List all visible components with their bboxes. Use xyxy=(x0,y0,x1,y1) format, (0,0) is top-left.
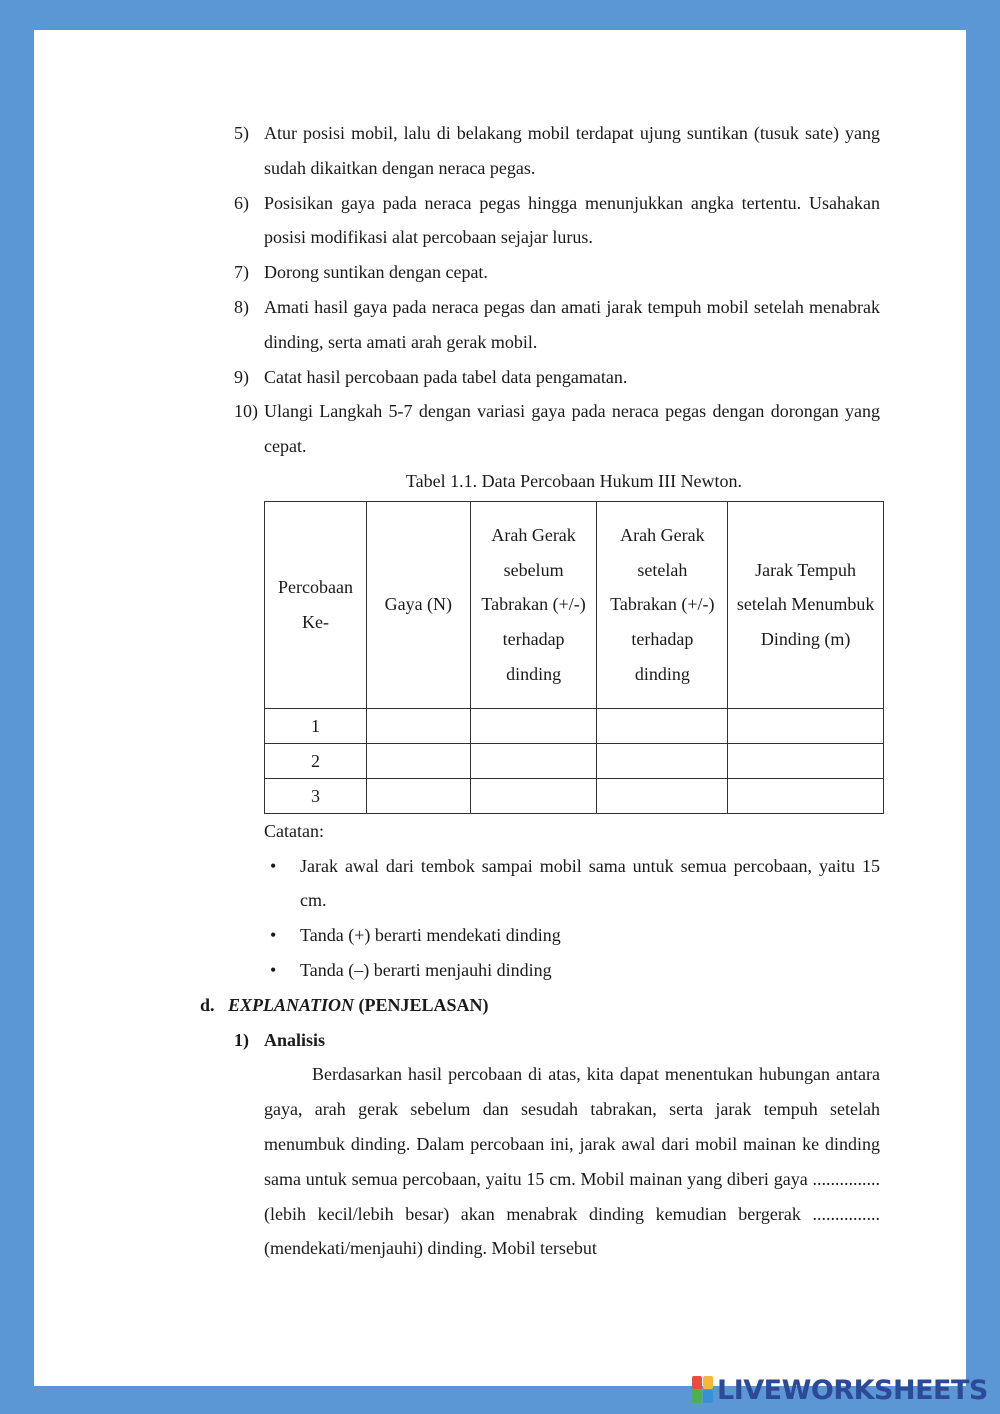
direction-before-input-cell[interactable] xyxy=(470,708,597,743)
step-item xyxy=(200,290,880,360)
note-text: Tanda (+) berarti mendekati dinding xyxy=(300,925,561,946)
observation-table xyxy=(264,501,884,814)
table-caption: Tabel 1.1. Data Percobaan Hukum III Newton. xyxy=(405,470,743,491)
header-direction-before: Arah Gerak sebelum Tabrakan (+/-) terhadap dinding xyxy=(470,501,597,708)
analysis-paragraph: Berdasarkan hasil percobaan di atas, kita dapat menentukan hubungan antara gaya, arah gerak sebelum dan sesudah tabrakan, serta jarak tempuh setelah menumbuk dinding. Dalam percobaan ini, jarak awal dari mobil mainan ke dinding sama untuk semua percobaan, yaitu 15 cm. Mobil mainan yang diberi gaya ............... (lebih kecil/lebih besar) akan menabrak dinding kemudian bergerak ............... (mendekati/menjauhi) dinding. Mobil tersebut xyxy=(264,1064,880,1259)
step-number: 5) xyxy=(234,123,249,143)
table-row xyxy=(265,708,884,743)
step-number: 8) xyxy=(234,296,249,317)
note-item xyxy=(200,918,880,953)
bullet-icon: • xyxy=(270,925,277,946)
step-text: Ulangi Langkah 5-7 dengan variasi gaya pada neraca pegas dengan dorongan yang cepat. xyxy=(264,401,880,457)
direction-before-input-cell[interactable] xyxy=(470,778,597,813)
step-number: 7) xyxy=(234,262,249,283)
table-row xyxy=(265,743,884,778)
step-item xyxy=(200,116,880,186)
logo-text: LIVEWORKSHEETS xyxy=(717,1374,988,1406)
subsection-heading xyxy=(200,1023,880,1058)
liveworksheets-logo xyxy=(692,1372,988,1408)
force-input-cell[interactable] xyxy=(366,708,470,743)
note-item xyxy=(200,953,880,988)
worksheet-content xyxy=(200,116,880,1266)
note-text: Jarak awal dari tembok sampai mobil sama untuk semua percobaan, yaitu 15 cm. xyxy=(300,855,880,911)
header-trial-number: Percobaan Ke- xyxy=(265,501,367,708)
direction-after-input-cell[interactable] xyxy=(597,708,728,743)
step-number: 9) xyxy=(234,366,249,387)
step-item xyxy=(200,394,880,464)
distance-input-cell[interactable] xyxy=(728,778,884,813)
trial-number-cell: 3 xyxy=(265,778,367,813)
bullet-icon: • xyxy=(270,855,277,876)
step-item xyxy=(200,360,880,395)
direction-after-input-cell[interactable] xyxy=(597,778,728,813)
note-item xyxy=(200,849,880,919)
header-distance: Jarak Tempuh setelah Menumbuk Dinding (m) xyxy=(728,501,884,708)
distance-input-cell[interactable] xyxy=(728,708,884,743)
subsection-label: 1) xyxy=(234,1029,249,1050)
force-input-cell[interactable] xyxy=(366,743,470,778)
direction-before-input-cell[interactable] xyxy=(470,743,597,778)
direction-after-input-cell[interactable] xyxy=(597,743,728,778)
trial-number-cell: 2 xyxy=(265,743,367,778)
logo-blocks-icon xyxy=(692,1376,714,1404)
step-item xyxy=(200,255,880,290)
header-direction-after: Arah Gerak setelah Tabrakan (+/-) terhadap dinding xyxy=(597,501,728,708)
step-text: Dorong suntikan dengan cepat. xyxy=(264,262,488,283)
step-number: 6) xyxy=(234,192,249,213)
step-number: 10) xyxy=(234,401,258,422)
force-input-cell[interactable] xyxy=(366,778,470,813)
trial-number-cell: 1 xyxy=(265,708,367,743)
step-text: Catat hasil percobaan pada tabel data pengamatan. xyxy=(264,366,628,387)
step-text: Atur posisi mobil, lalu di belakang mobil terdapat ujung suntikan (tusuk sate) yang sudah dikaitkan dengan neraca pegas. xyxy=(264,123,880,178)
section-title-italic: EXPLANATION xyxy=(228,994,355,1015)
table-row xyxy=(265,778,884,813)
header-force: Gaya (N) xyxy=(366,501,470,708)
section-title-rest: (PENJELASAN) xyxy=(354,994,489,1015)
step-item xyxy=(200,186,880,256)
step-text: Posisikan gaya pada neraca pegas hingga menunjukkan angka tertentu. Usahakan posisi modifikasi alat percobaan sejajar lurus. xyxy=(264,192,880,248)
bullet-icon: • xyxy=(270,959,277,980)
notes-label: Catatan: xyxy=(264,820,324,841)
note-text: Tanda (–) berarti menjauhi dinding xyxy=(300,959,552,980)
subsection-title: Analisis xyxy=(264,1029,326,1050)
section-heading xyxy=(200,988,880,1023)
distance-input-cell[interactable] xyxy=(728,743,884,778)
step-text: Amati hasil gaya pada neraca pegas dan amati jarak tempuh mobil setelah menabrak dinding, serta amati arah gerak mobil. xyxy=(264,296,880,352)
section-label: d. xyxy=(200,994,215,1015)
